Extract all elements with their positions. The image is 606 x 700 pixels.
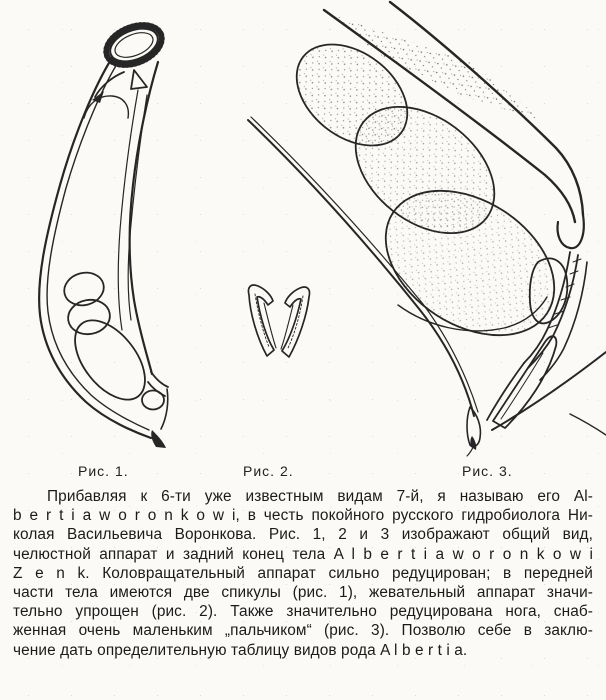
egg-large — [61, 308, 159, 413]
text-line-7: тельно упрощен (рис. 2). Также значительно редуцирована нога, снаб- — [13, 603, 593, 621]
spicule-triangle — [131, 70, 147, 89]
figure-1-caption: Рис. 1. — [78, 463, 129, 479]
toe-tip — [151, 430, 166, 448]
foot-gland — [142, 391, 164, 410]
figure-3-caption: Рис. 3. — [462, 463, 513, 479]
egg-small-1 — [61, 268, 108, 309]
text-line-1: Прибавляя к 6-ти уже известным видам 7-й, я называю его Al- — [47, 488, 593, 505]
text-line-5: Z e n k. Коловращательный аппарат сильно редуцирован; в передней — [13, 564, 593, 582]
text-line-3: колая Васильевича Воронкова. Рис. 1, 2 и 3 изображают общий вид, — [13, 526, 593, 544]
body-text — [13, 487, 593, 660]
text-line-9: чение дать определительную таблицу видов рода A l b e r t i a. — [13, 641, 468, 659]
trophi-left-prong — [248, 285, 274, 356]
text-line-2: b e r t i a w o r o n k o w i, в честь покойного русского гидробиолога Ни- — [13, 507, 593, 525]
trophi-right-prong — [282, 287, 310, 357]
flow-arrow — [95, 72, 124, 97]
text-line-8: женная очень маленьким „пальчиком“ (рис. 3). Позволю себе в заклю- — [13, 622, 593, 640]
figure-2-drawing — [248, 285, 309, 357]
figure-1-drawing — [39, 17, 168, 448]
text-line-4: челюстной аппарат и задний конец тела A l b e r t i a w o r o n k o w i — [13, 545, 593, 563]
text-line-6: части тела имеются две спикулы (рис. 1), жевательный аппарат значи- — [13, 584, 593, 602]
figure-3-drawing — [248, 2, 606, 456]
figure-2-caption: Рис. 2. — [243, 463, 294, 479]
